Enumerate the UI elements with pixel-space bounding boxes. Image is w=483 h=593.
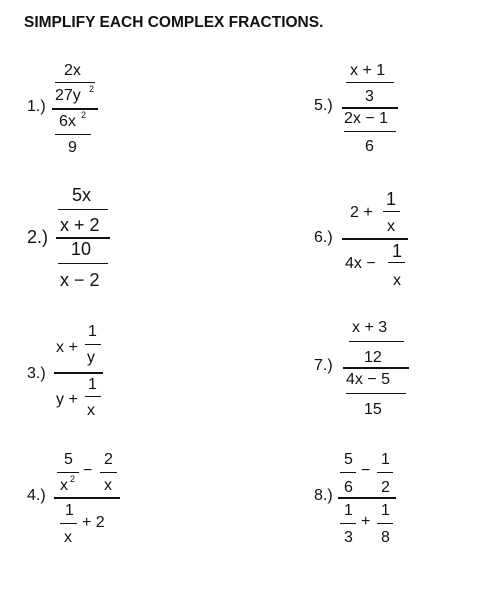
- problem-label: 4.): [27, 487, 46, 504]
- minus-sign: −: [83, 462, 93, 479]
- numerator-lead-term: 2 +: [350, 204, 373, 221]
- main-fraction-bar: [338, 497, 396, 499]
- third-fraction-denominator: 3: [344, 529, 353, 546]
- fraction-bar: [346, 82, 394, 83]
- fraction-bar: [349, 341, 404, 342]
- first-fraction-denominator: 6: [344, 479, 353, 496]
- exponent: 2: [81, 110, 87, 120]
- exponent: 2: [89, 84, 95, 94]
- fraction-bar: [344, 131, 396, 132]
- denominator-lead-term: 4x −: [345, 255, 376, 272]
- first-fraction-numerator: 5: [344, 451, 353, 468]
- inner-denominator: x: [393, 272, 401, 289]
- main-fraction-bar: [342, 107, 398, 109]
- second-fraction-denominator: x: [104, 477, 112, 494]
- numerator-numerator: x + 1: [350, 62, 386, 79]
- minus-sign: −: [361, 462, 371, 479]
- third-fraction-numerator: 1: [65, 502, 74, 519]
- denominator-numerator: 6x: [59, 113, 76, 130]
- numerator-numerator: 5x: [72, 185, 92, 205]
- denominator-numerator: 4x − 5: [346, 371, 391, 388]
- fourth-fraction-numerator: 1: [381, 502, 390, 519]
- fraction-bar: [55, 134, 91, 135]
- numerator-denominator: 3: [365, 88, 374, 105]
- denominator-denominator: x − 2: [60, 270, 100, 290]
- problem-label: 7.): [314, 357, 333, 374]
- fourth-fraction-denominator: 8: [381, 529, 390, 546]
- fraction-bar: [85, 344, 101, 345]
- fraction-bar: [377, 472, 393, 473]
- problem-label: 2.): [27, 227, 49, 247]
- main-fraction-bar: [54, 497, 120, 499]
- plus-two: + 2: [82, 514, 105, 531]
- fraction-bar: [60, 523, 77, 524]
- numerator-denominator: 12: [364, 349, 382, 366]
- problem-label: 3.): [27, 365, 46, 382]
- fraction-bar: [57, 472, 79, 473]
- second-fraction-denominator: 2: [381, 479, 390, 496]
- exponent: 2: [70, 474, 76, 484]
- fraction-bar: [58, 263, 108, 264]
- main-fraction-bar: [54, 372, 103, 374]
- problem-label: 1.): [27, 98, 46, 115]
- second-fraction-numerator: 1: [381, 451, 390, 468]
- inner-numerator: 1: [392, 241, 403, 261]
- fraction-bar: [388, 262, 405, 263]
- numerator-numerator: x + 3: [352, 319, 388, 336]
- fraction-bar: [58, 209, 108, 210]
- fraction-bar: [340, 523, 356, 524]
- third-fraction-denominator: x: [64, 529, 72, 546]
- fraction-bar: [377, 523, 393, 524]
- fraction-bar: [340, 472, 356, 473]
- fraction-bar: [346, 393, 406, 394]
- inner-denominator: y: [87, 349, 95, 366]
- problem-label: 8.): [314, 487, 333, 504]
- denominator-numerator: 2x − 1: [344, 110, 389, 127]
- worksheet-title: SIMPLIFY EACH COMPLEX FRACTIONS.: [24, 14, 324, 31]
- inner-numerator: 1: [88, 376, 97, 393]
- fraction-bar: [85, 396, 101, 397]
- inner-numerator: 1: [88, 323, 97, 340]
- denominator-denominator: 15: [364, 401, 382, 418]
- main-fraction-bar: [342, 238, 408, 240]
- third-fraction-numerator: 1: [344, 502, 353, 519]
- main-fraction-bar: [343, 367, 409, 369]
- numerator-numerator: 2x: [64, 62, 81, 79]
- denominator-denominator: 9: [68, 139, 77, 156]
- inner-denominator: x: [87, 402, 95, 419]
- problem-label: 6.): [314, 229, 333, 246]
- second-fraction-numerator: 2: [104, 451, 113, 468]
- numerator-denominator: 27y: [55, 87, 81, 104]
- denominator-denominator: 6: [365, 138, 374, 155]
- first-fraction-denominator: x: [60, 477, 68, 494]
- fraction-bar: [383, 211, 400, 212]
- denominator-lead-term: y +: [56, 391, 78, 408]
- inner-denominator: x: [387, 218, 395, 235]
- denominator-numerator: 10: [71, 239, 92, 259]
- first-fraction-numerator: 5: [64, 451, 73, 468]
- main-fraction-bar: [52, 108, 98, 110]
- plus-sign: +: [361, 513, 371, 530]
- numerator-lead-term: x +: [56, 339, 78, 356]
- numerator-denominator: x + 2: [60, 215, 100, 235]
- inner-numerator: 1: [386, 189, 397, 209]
- fraction-bar: [100, 472, 117, 473]
- problem-label: 5.): [314, 97, 333, 114]
